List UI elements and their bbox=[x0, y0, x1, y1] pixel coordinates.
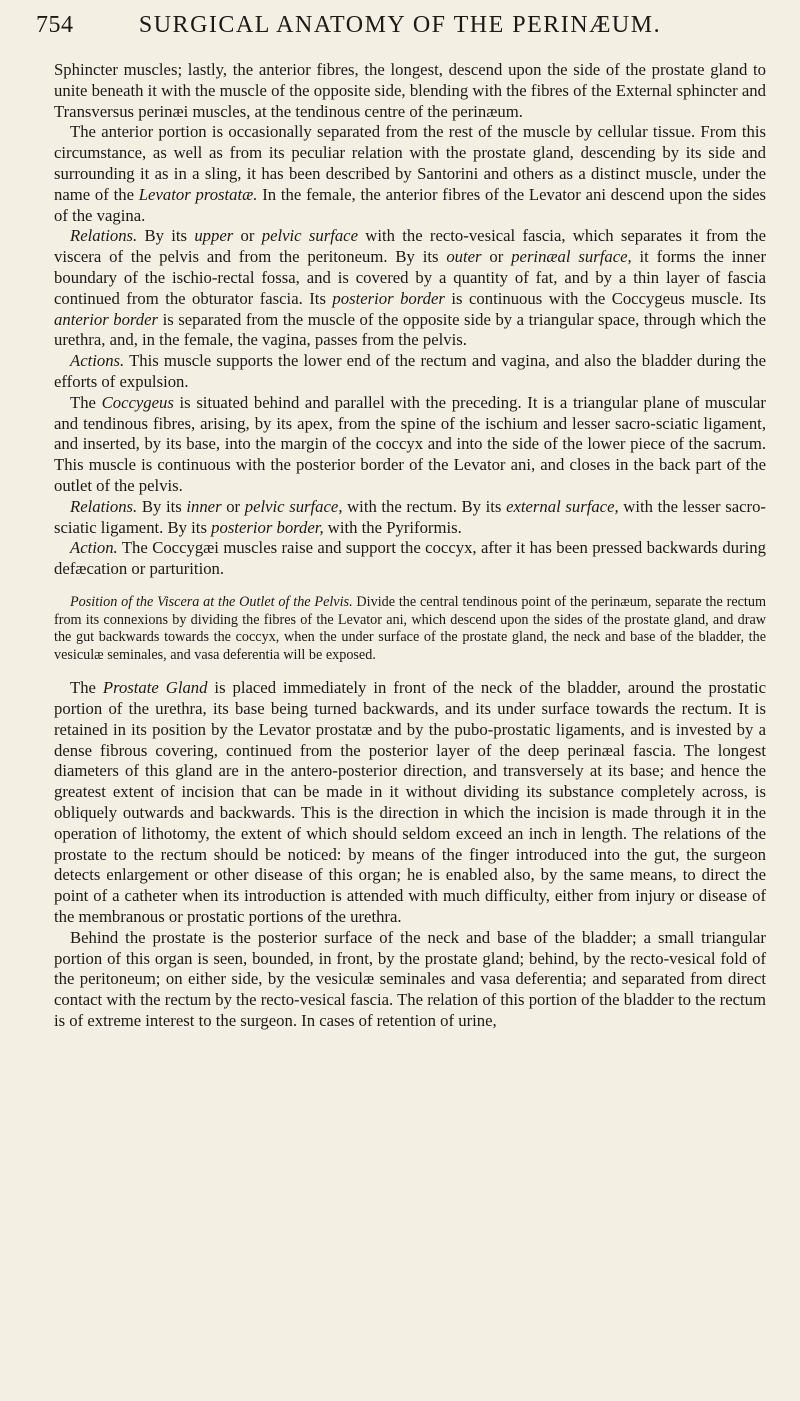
text-run: with the rectum. By its bbox=[342, 496, 507, 516]
subheading-relations: Relations. bbox=[70, 496, 138, 516]
text-run: is situated behind and parallel with the preceding. It is a triangular plane of muscular and tendinous fibres, arising, by its apex, from the spine of the ischium and lesser sacro-sciatic ligament, and inserted, by its base, into the margin of the coccyx and into the side of the lower piece of the sacrum. This muscle is continuous with the posterior border of the Levator ani, and closes in the back part of the outlet of the pelvis. bbox=[54, 392, 766, 495]
text-run: The bbox=[70, 678, 103, 698]
term-prostate-gland: Prostate Gland bbox=[102, 678, 208, 698]
paragraph-coccygeus-action bbox=[54, 538, 766, 580]
term-pelvic-surface: pelvic surface, bbox=[244, 496, 343, 516]
paragraph-sphincter-continuation: Sphincter muscles; lastly, the anterior fibres, the longest, descend upon the side of the prostate gland to unite beneath it with the muscle of the opposite side, blending with the fibres of the External sphincter and Transversus perinæi muscles, at the tendinous centre of the perinæum. bbox=[54, 60, 766, 121]
paragraph-coccygeus bbox=[54, 393, 766, 497]
text-run: The anterior portion is occasionally separated from the rest of the muscle by cellular tissue. From this circumstance, as well as from its peculiar relation with the prostate gland, descending by its side and surrounding it as in a sling, it has been described by Santorini and others as a distinct muscle, under the name of the bbox=[54, 122, 766, 204]
text-run: Divide the central tendinous point of the perinæum, separate the rectum from its connexions by dividing the fibres of the Levator ani, which descend upon the sides of the prostate gland, and draw the gut backwards towards the coccyx, when the under surface of the prostate gland, the neck and base of the bladder, the vesiculæ seminales, and vasa deferentia will be exposed. bbox=[54, 593, 767, 663]
term-inner: inner bbox=[186, 496, 222, 516]
page-header bbox=[0, 10, 800, 50]
text-run: This muscle supports the lower end of the rectum and vagina, and also the bladder during the efforts of expulsion. bbox=[54, 351, 766, 391]
subheading-position-of-viscera: Position of the Viscera at the Outlet of the Pelvis. bbox=[70, 593, 353, 610]
text-run: is placed immediately in front of the neck of the bladder, around the prostatic portion of the urethra, its base being turned backwards, and its under surface towards the rectum. It is retained in its position by the Levator prostatæ and by the pubo-prostatic ligaments, and is invested by a dense fibrous covering, continued from the posterior layer of the deep perinæal fascia. The longest diameters of this gland are in the antero-posterior direction, and transversely at its base; and hence the greatest extent of incision that can be made in it without dividing its substance completely across, is obliquely outwards and backwards. This is the direction in which the incision is made through it in the operation of lithotomy, the extent of which should seldom exceed an inch in length. The relations of the prostate to the rectum should be noticed: by means of the finger introduced into the gut, the surgeon detects enlargement or other disease of this organ; he is enabled also, by the same means, to direct the point of a catheter when its introduction is attended with much difficulty, either from injury or disease of the membranous or prostatic portions of the urethra. bbox=[54, 678, 766, 927]
paragraph-levator-relations bbox=[54, 226, 766, 351]
paragraph-coccygeus-relations bbox=[54, 497, 766, 539]
term-external-surface: external surface, bbox=[506, 496, 619, 516]
text-run: By its bbox=[137, 226, 195, 246]
paragraph-bladder-base: Behind the prostate is the posterior surface of the neck and base of the bladder; a small triangular portion of this organ is seen, bounded, in front, by the prostate gland; behind, by the recto-vesical fold of the peritoneum; on either side, by the vesiculæ seminales and vasa deferentia; and separated from direct contact with the rectum by the recto-vesical fascia. The relation of this portion of the bladder to the rectum is of extreme interest to the surgeon. In cases of retention of urine, bbox=[54, 927, 766, 1031]
term-coccygeus: Coccygeus bbox=[101, 392, 174, 412]
text-run: is continuous with the Coccygeus muscle. Its bbox=[444, 288, 766, 308]
term-perineal-surface: perinæal surface, bbox=[511, 247, 632, 267]
subheading-action: Action. bbox=[70, 538, 118, 558]
term-posterior-border: posterior border, bbox=[211, 517, 324, 537]
subheading-actions: Actions. bbox=[70, 351, 125, 371]
paragraph-prostate-gland bbox=[54, 678, 766, 928]
term-anterior-border: anterior border bbox=[54, 309, 159, 329]
text-run: it forms the inner boundary of the ischio-rectal fossa, and is covered by a quantity of fat, and by a thin layer of fascia continued from the obturator fascia. Its bbox=[54, 247, 767, 308]
paragraph-levator-actions bbox=[54, 351, 766, 393]
text-run: with the lesser sacro-sciatic ligament. By its bbox=[54, 496, 766, 537]
text-run: In the female, the anterior fibres of the Levator ani descend upon the sides of the vagina. bbox=[54, 184, 766, 225]
term-levator-prostatae: Levator prostatæ. bbox=[138, 184, 258, 204]
text-run: By its bbox=[137, 496, 187, 516]
term-posterior-border: posterior border bbox=[332, 288, 445, 308]
page-number: 754 bbox=[36, 12, 74, 38]
text-run: or bbox=[221, 496, 245, 516]
term-upper: upper bbox=[194, 226, 234, 246]
text-run: or bbox=[233, 226, 262, 246]
subheading-relations: Relations. bbox=[70, 226, 138, 246]
term-outer: outer bbox=[446, 247, 482, 267]
term-pelvic-surface: pelvic surface bbox=[261, 226, 358, 246]
body-text bbox=[54, 60, 766, 1032]
text-run: The Coccygæi muscles raise and support the coccyx, after it has been pressed backwards during defæcation or parturition. bbox=[54, 538, 766, 579]
paragraph-anterior-portion bbox=[54, 122, 766, 226]
running-title: SURGICAL ANATOMY OF THE PERINÆUM. bbox=[138, 12, 662, 38]
paragraph-dissection-note bbox=[54, 594, 766, 664]
text-run: with the recto-vesical fascia, which separates it from the viscera of the pelvis and from the peritoneum. By its bbox=[54, 226, 766, 267]
text-run: with the Pyriformis. bbox=[323, 517, 462, 537]
text-run: is separated from the muscle of the opposite side by a triangular space, through which the urethra, and, in the female, the vagina, passes from the pelvis. bbox=[54, 309, 766, 350]
text-run: or bbox=[481, 247, 512, 267]
text-run: The bbox=[70, 392, 102, 412]
